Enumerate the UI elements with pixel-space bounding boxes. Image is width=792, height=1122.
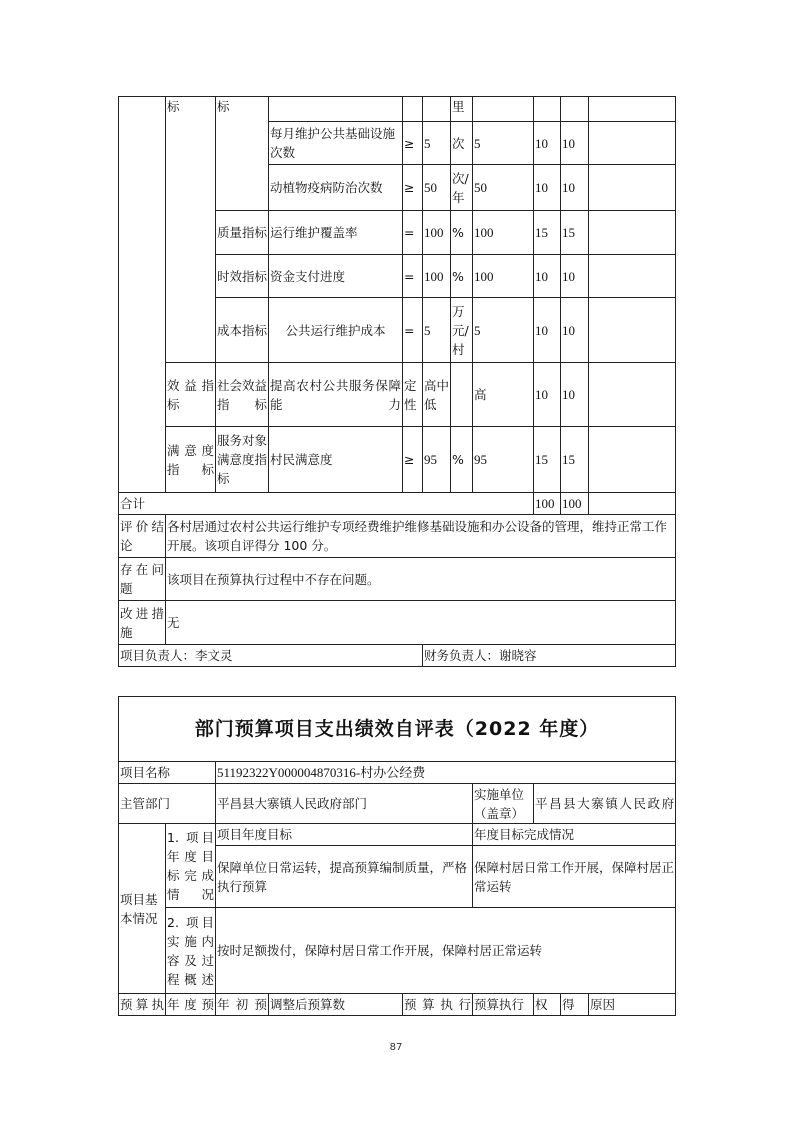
conclusion-row	[119, 515, 676, 558]
left-blank-cell	[119, 97, 166, 493]
project-lead: 项目负责人：李文灵	[119, 645, 423, 667]
performance-indicator-table	[118, 96, 676, 667]
actual-cell: 100	[473, 211, 534, 255]
operator-cell: =	[403, 298, 423, 363]
indicator-cell: 每月维护公共基础设施次数	[269, 122, 403, 165]
problems-row	[119, 558, 676, 601]
budget-header: 年度预	[166, 994, 216, 1016]
indicator-cell	[269, 97, 403, 122]
impl-content-text: 按时足额拨付，保障村居日常工作开展，保障村居正常运转	[216, 908, 676, 994]
level2-cell: 标	[166, 97, 216, 363]
level3-cell: 成本指标	[216, 298, 269, 363]
operator-cell: ≥	[403, 122, 423, 165]
reason-cell	[589, 122, 676, 165]
unit-cell	[451, 363, 473, 427]
unit-cell: 次	[451, 122, 473, 165]
impl-content-row	[119, 908, 676, 994]
reason-cell	[589, 255, 676, 298]
actual-cell: 高	[473, 363, 534, 427]
weight-cell: 15	[534, 211, 561, 255]
actual-cell: 95	[473, 427, 534, 493]
indicator-cell: 公共运行维护成本	[269, 298, 403, 363]
budget-header: 预算执行	[473, 994, 534, 1016]
impl-content-label: 2. 项目实施内容及过程概述	[166, 908, 216, 994]
dept-row	[119, 784, 676, 824]
goal-completion-label: 1. 项目年度目标完成情况	[166, 824, 216, 908]
weight-cell: 10	[534, 363, 561, 427]
budget-header-row	[119, 994, 676, 1016]
conclusion-label: 评价结论	[119, 515, 166, 558]
score-cell: 10	[561, 298, 589, 363]
signature-row	[119, 645, 676, 667]
level2-cell: 效益指标	[166, 363, 216, 427]
budget-header: 预算执行	[403, 994, 473, 1016]
goal-header: 项目年度目标	[216, 824, 473, 846]
improve-text: 无	[166, 601, 676, 645]
unit-cell: 万元/村	[451, 298, 473, 363]
project-name-row	[119, 762, 676, 784]
score-cell: 10	[561, 363, 589, 427]
operator-cell: 定性	[403, 363, 423, 427]
page-number: 87	[389, 1042, 403, 1053]
total-weight: 100	[534, 493, 561, 515]
unit-cell: %	[451, 211, 473, 255]
improve-label: 改进措施	[119, 601, 166, 645]
table-row	[119, 97, 676, 122]
unit-cell: 次/年	[451, 165, 473, 211]
self-evaluation-table	[118, 696, 676, 1016]
value-cell	[423, 97, 451, 122]
weight-cell: 15	[534, 427, 561, 493]
actual-cell: 100	[473, 255, 534, 298]
budget-header: 调整后预算数	[269, 994, 403, 1016]
score-cell: 10	[561, 165, 589, 211]
budget-header: 预算执	[119, 994, 166, 1016]
total-reason	[589, 493, 676, 515]
unit-cell: %	[451, 427, 473, 493]
unit-cell: %	[451, 255, 473, 298]
total-score: 100	[561, 493, 589, 515]
indicator-cell: 资金支付进度	[269, 255, 403, 298]
operator-cell: =	[403, 255, 423, 298]
level3-cell: 时效指标	[216, 255, 269, 298]
problems-label: 存在问题	[119, 558, 166, 601]
value-cell: 100	[423, 255, 451, 298]
budget-header: 得	[561, 994, 589, 1016]
budget-header: 权	[534, 994, 561, 1016]
table-row	[119, 427, 676, 493]
operator-cell	[403, 97, 423, 122]
project-name-value: 51192322Y000004870316-村办公经费	[216, 762, 676, 784]
completion-header: 年度目标完成情况	[473, 824, 676, 846]
level3-cell: 社会效益指标	[216, 363, 269, 427]
goal-text: 保障单位日常运转，提高预算编制质量，严格执行预算	[216, 846, 473, 908]
indicator-cell: 运行维护覆盖率	[269, 211, 403, 255]
total-row	[119, 493, 676, 515]
score-cell: 15	[561, 427, 589, 493]
weight-cell: 10	[534, 165, 561, 211]
form-title: 部门预算项目支出绩效自评表（2022 年度）	[119, 697, 676, 762]
indicator-cell: 动植物疫病防治次数	[269, 165, 403, 211]
level3-cell: 服务对象满意度指标	[216, 427, 269, 493]
goal-header-row	[119, 824, 676, 846]
reason-cell	[589, 298, 676, 363]
budget-header: 年初预	[216, 994, 269, 1016]
problems-text: 该项目在预算执行过程中不存在问题。	[166, 558, 676, 601]
table-row	[119, 363, 676, 427]
dept-label: 主管部门	[119, 784, 216, 824]
operator-cell: ≥	[403, 165, 423, 211]
reason-cell	[589, 363, 676, 427]
score-cell	[561, 97, 589, 122]
weight-cell	[534, 97, 561, 122]
value-cell: 100	[423, 211, 451, 255]
weight-cell: 10	[534, 255, 561, 298]
reason-cell	[589, 211, 676, 255]
reason-cell	[589, 427, 676, 493]
operator-cell: ≥	[403, 427, 423, 493]
total-label: 合计	[119, 493, 534, 515]
weight-cell: 10	[534, 122, 561, 165]
title-row	[119, 697, 676, 762]
unit-cell: 里	[451, 97, 473, 122]
level3-cell: 标	[216, 97, 269, 211]
value-cell: 50	[423, 165, 451, 211]
value-cell: 高中低	[423, 363, 451, 427]
actual-cell	[473, 97, 534, 122]
score-cell: 10	[561, 122, 589, 165]
basic-info-label: 项目基本情况	[119, 824, 166, 994]
impl-unit-value: 平昌县大寨镇人民政府	[534, 784, 676, 824]
finance-lead: 财务负责人：谢晓容	[423, 645, 676, 667]
score-cell: 15	[561, 211, 589, 255]
budget-header: 原因	[589, 994, 676, 1016]
indicator-cell: 村民满意度	[269, 427, 403, 493]
value-cell: 5	[423, 298, 451, 363]
completion-text: 保障村居日常工作开展，保障村居正常运转	[473, 846, 676, 908]
project-name-label: 项目名称	[119, 762, 216, 784]
value-cell: 5	[423, 122, 451, 165]
value-cell: 95	[423, 427, 451, 493]
actual-cell: 5	[473, 122, 534, 165]
improve-row	[119, 601, 676, 645]
level2-cell: 满意度指标	[166, 427, 216, 493]
indicator-cell: 提高农村公共服务保障能力	[269, 363, 403, 427]
impl-unit-label: 实施单位（盖章）	[473, 784, 534, 824]
score-cell: 10	[561, 255, 589, 298]
operator-cell: =	[403, 211, 423, 255]
reason-cell	[589, 165, 676, 211]
level3-cell: 质量指标	[216, 211, 269, 255]
reason-cell	[589, 97, 676, 122]
actual-cell: 50	[473, 165, 534, 211]
dept-value: 平昌县大寨镇人民政府部门	[216, 784, 473, 824]
actual-cell: 5	[473, 298, 534, 363]
weight-cell: 10	[534, 298, 561, 363]
conclusion-text: 各村居通过农村公共运行维护专项经费维护维修基础设施和办公设备的管理，维持正常工作开展。该项自评得分 100 分。	[166, 515, 676, 558]
